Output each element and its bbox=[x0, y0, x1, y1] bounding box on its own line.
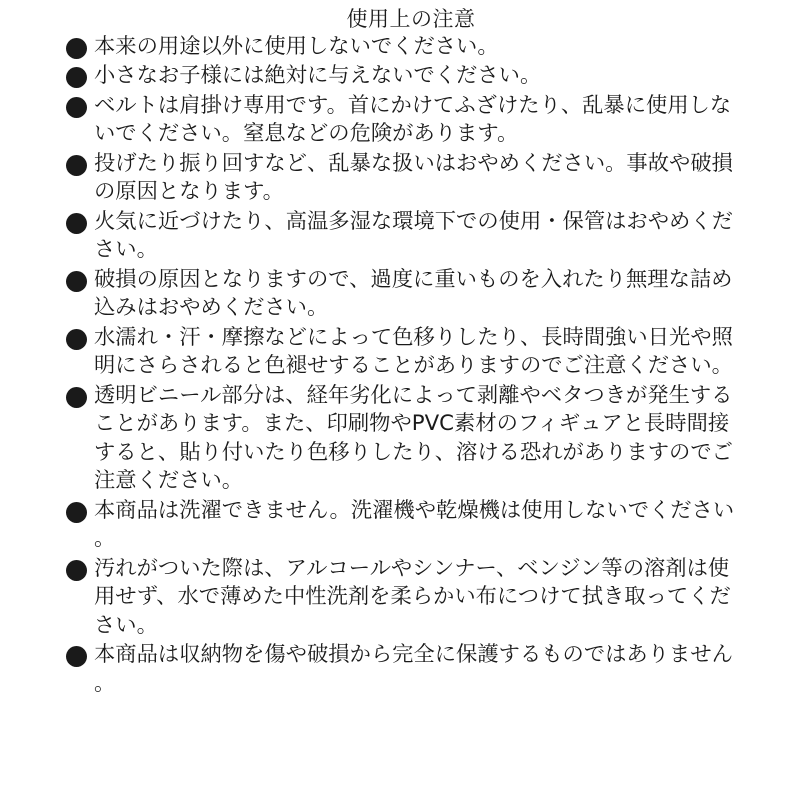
page-title: 使用上の注意 bbox=[346, 7, 476, 31]
note-text: 水濡れ・汗・摩擦などによって色移りしたり、長時間強い日光や照明にさらされると色褪せすることがありますのでご注意ください。 bbox=[94, 324, 733, 379]
bullet-icon bbox=[66, 271, 87, 292]
list-item bbox=[66, 150, 748, 207]
bullet-icon bbox=[66, 67, 87, 88]
note-text: 本来の用途以外に使用しないでください。 bbox=[94, 34, 499, 59]
note-text: 汚れがついた際は、アルコールやシンナー、ベンジン等の溶剤は使用せず、水で薄めた中性洗剤を柔らかい布につけて拭き取ってください。 bbox=[94, 555, 731, 639]
note-text: 火気に近づけたり、高温多湿な環境下での使用・保管はおやめください。 bbox=[94, 208, 733, 263]
list-item bbox=[66, 266, 748, 323]
list-item bbox=[66, 208, 748, 265]
note-text: 投げたり振り回すなど、乱暴な扱いはおやめください。事故や破損の原因となります。 bbox=[94, 150, 733, 205]
list-item bbox=[66, 92, 748, 149]
note-text: 透明ビニール部分は、経年劣化によって剥離やベタつきが発生することがあります。また、印刷物やPVC素材のフィギュアと長時間接すると、貼り付いたり色移りしたり、溶ける恐れがありますのでご注意ください。 bbox=[94, 382, 733, 494]
bullet-icon bbox=[66, 502, 87, 523]
bullet-icon bbox=[66, 560, 87, 581]
list-item bbox=[66, 641, 748, 698]
note-text: 本商品は収納物を傷や破損から完全に保護するものではありません。 bbox=[94, 642, 733, 697]
list-item bbox=[66, 62, 748, 91]
bullet-icon bbox=[66, 155, 87, 176]
list-item bbox=[66, 33, 748, 62]
bullet-icon bbox=[66, 387, 87, 408]
note-text: ベルトは肩掛け専用です。首にかけてふざけたり、乱暴に使用しないでください。窒息などの危険があります。 bbox=[94, 92, 732, 147]
note-text: 小さなお子様には絶対に与えないでください。 bbox=[94, 63, 542, 89]
list-item bbox=[66, 497, 748, 554]
bullet-icon bbox=[66, 213, 87, 234]
list-item bbox=[66, 382, 748, 496]
caution-list bbox=[66, 33, 748, 699]
bullet-icon bbox=[66, 97, 87, 118]
note-text: 本商品は洗濯できません。洗濯機や乾燥機は使用しないでください。 bbox=[94, 497, 735, 552]
list-item bbox=[66, 324, 748, 381]
bullet-icon bbox=[66, 38, 87, 59]
bullet-icon bbox=[66, 646, 87, 667]
list-item bbox=[66, 555, 748, 641]
bullet-icon bbox=[66, 329, 87, 350]
note-text: 破損の原因となりますので、過度に重いものを入れたり無理な詰め込みはおやめください。 bbox=[94, 266, 733, 321]
